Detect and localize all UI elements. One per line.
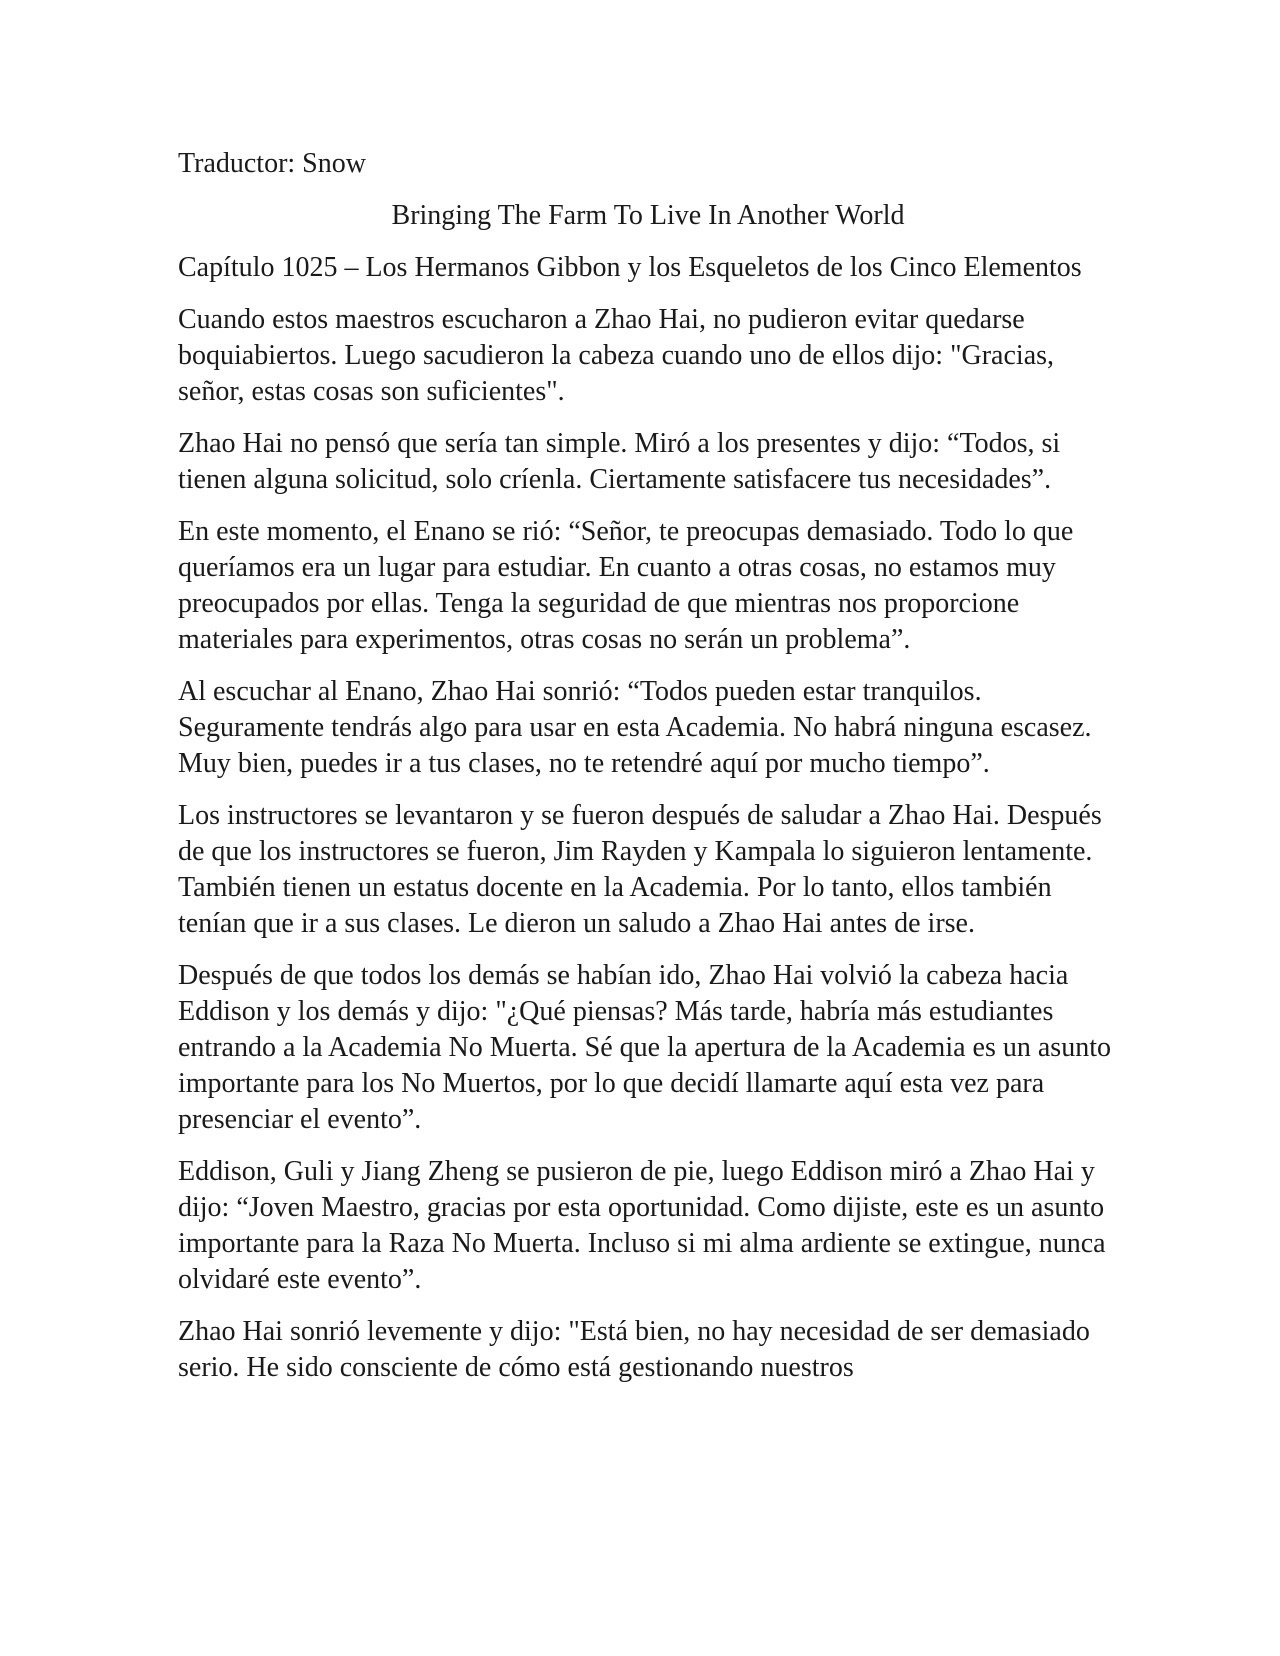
paragraph: Los instructores se levantaron y se fueron después de saludar a Zhao Hai. Después de que los instructores se fueron, Jim Rayden y Kampala lo siguieron lentamente. También tienen un estatus docente en la Academia. Por lo tanto, ellos también tenían que ir a sus clases. Le dieron un saludo a Zhao Hai antes de irse. (178, 800, 1102, 939)
paragraph: Zhao Hai sonrió levemente y dijo: "Está bien, no hay necesidad de ser demasiado serio. He sido consciente de cómo está gestionando nuestros (178, 1316, 1090, 1383)
document-body (178, 146, 1118, 1402)
paragraph: En este momento, el Enano se rió: “Señor, te preocupas demasiado. Todo lo que queríamos era un lugar para estudiar. En cuanto a otras cosas, no estamos muy preocupados por ellas. Tenga la seguridad de que mientras nos proporcione materiales para experimentos, otras cosas no serán un problema”. (178, 516, 1074, 655)
chapter-heading: Capítulo 1025 – Los Hermanos Gibbon y los Esqueletos de los Cinco Elementos (178, 252, 1082, 283)
paragraph: Eddison, Guli y Jiang Zheng se pusieron de pie, luego Eddison miró a Zhao Hai y dijo: “Joven Maestro, gracias por esta oportunidad. Como dijiste, este es un asunto importante para la Raza No Muerta. Incluso si mi alma ardiente se extingue, nunca olvidaré este evento”. (178, 1156, 1106, 1295)
translator-line: Traductor: Snow (178, 148, 366, 179)
paragraph: Cuando estos maestros escucharon a Zhao Hai, no pudieron evitar quedarse boquiabiertos. Luego sacudieron la cabeza cuando uno de ellos dijo: "Gracias, señor, estas cosas son suficientes". (178, 304, 1055, 407)
paragraph: Zhao Hai no pensó que sería tan simple. Miró a los presentes y dijo: “Todos, si tienen alguna solicitud, solo críenla. Ciertamente satisfacere tus necesidades”. (178, 428, 1061, 495)
paragraph: Al escuchar al Enano, Zhao Hai sonrió: “Todos pueden estar tranquilos. Seguramente tendrás algo para usar en esta Academia. No habrá ninguna escasez. Muy bien, puedes ir a tus clases, no te retendré aquí por mucho tiempo”. (178, 676, 1092, 779)
paragraph: Después de que todos los demás se habían ido, Zhao Hai volvió la cabeza hacia Eddison y los demás y dijo: "¿Qué piensas? Más tarde, habría más estudiantes entrando a la Academia No Muerta. Sé que la apertura de la Academia es un asunto importante para los No Muertos, por lo que decidí llamarte aquí esta vez para presenciar el evento”. (178, 960, 1111, 1135)
novel-title: Bringing The Farm To Live In Another World (391, 200, 905, 231)
